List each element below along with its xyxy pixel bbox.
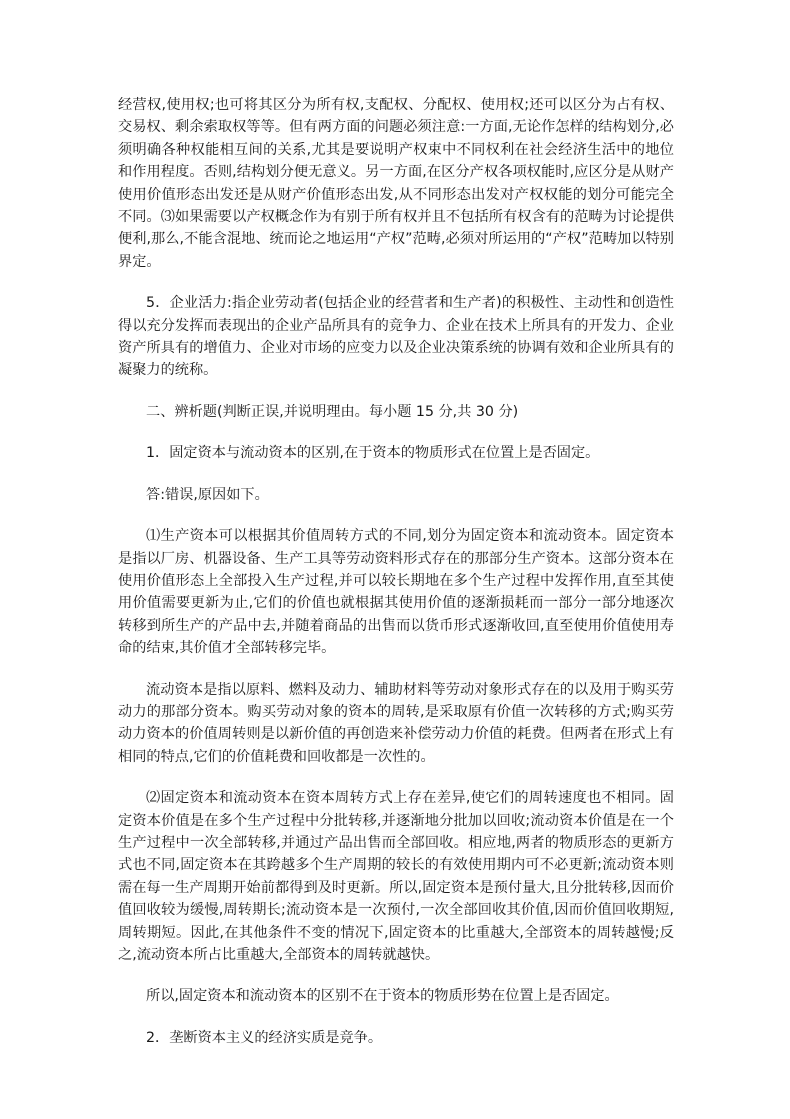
document-page xyxy=(118,94,674,1049)
answer-1-point-1: ⑴生产资本可以根据其价值周转方式的不同,划分为固定资本和流动资本。固定资本是指以厂房、机器设备、生产工具等劳动资料形式存在的那部分生产资本。这部分资本在使用价值形态上全部投入生产过程,并可以较长期地在多个生产过程中发挥作用,直至其使用价值需要更新为止,它们的价值也就根据其使用价值的逐渐损耗而一部分一部分地逐次转移到所生产的产品中去,并随着商品的出售而以货币形式逐渐收回,直至使用价值使用寿命的结束,其价值才全部转移完毕。 xyxy=(118,528,674,657)
question-2: 2．垄断资本主义的经济实质是竞争。 xyxy=(146,1029,383,1046)
answer-1-conclusion: 所以,固定资本和流动资本的区别不在于资本的物质形势在位置上是否固定。 xyxy=(146,988,619,1005)
question-1: 1．固定资本与流动资本的区别,在于资本的物质形式在位置上是否固定。 xyxy=(146,445,600,462)
answer-1-intro: 答:错误,原因如下。 xyxy=(146,486,269,503)
section-heading-discrimination: 二、辨析题(判断正误,并说明理由。每小题 15 分,共 30 分) xyxy=(146,403,519,420)
answer-1-point-2: ⑵固定资本和流动资本在资本周转方式上存在差异,使它们的周转速度也不相同。固定资本价值是在多个生产过程中分批转移,并逐渐地分批加以回收;流动资本价值是在一个生产过程中一次全部转移,并通过产品出售而全部回收。相应地,两者的物质形态的更新方式也不同,固定资本在其跨越多个生产周期的较长的有效使用期内可不必更新;流动资本则需在每一生产周期开始前都得到及时更新。所以,固定资本是预付量大,且分批转移,因而价值回收较为缓慢,周转期长;流动资本是一次预付,一次全部回收其价值,因而价值回收期短,周转期短。因此,在其他条件不变的情况下,固定资本的比重越大,全部资本的周转越慢;反之,流动资本所占比重越大,全部资本的周转就越快。 xyxy=(118,790,674,963)
paragraph-enterprise-vitality: 5．企业活力:指企业劳动者(包括企业的经营者和生产者)的积极性、主动性和创造性得以充分发挥而表现出的企业产品所具有的竞争力、企业在技术上所具有的开发力、企业资产所具有的增值力、企业对市场的应变力以及企业决策系统的协调有效和企业所具有的凝聚力的统称。 xyxy=(118,295,674,379)
answer-1-circulating-capital: 流动资本是指以原料、燃料及动力、辅助材料等劳动对象形式存在的以及用于购买劳动力的那部分资本。购买劳动对象的资本的周转,是采取原有价值一次转移的方式;购买劳动力资本的价值周转则是以新价值的再创造来补偿劳动力价值的耗费。但两者在形式上有相同的特点,它们的价值耗费和回收都是一次性的。 xyxy=(118,681,674,765)
paragraph-property-rights: 经营权,使用权;也可将其区分为所有权,支配权、分配权、使用权;还可以区分为占有权、交易权、剩余索取权等等。但有两方面的问题必须注意:一方面,无论作怎样的结构划分,必须明确各种权能相互间的关系,尤其是要说明产权束中不同权利在社会经济生活中的地位和作用程度。否则,结构划分便无意义。另一方面,在区分产权各项权能时,应区分是从财产使用价值形态出发还是从财产价值形态出发,从不同形态出发对产权权能的划分可能完全不同。⑶如果需要以产权概念作为有别于所有权并且不包括所有权含有的范畴为讨论提供便利,那么,不能含混地、统而论之地运用“产权”范畴,必须对所运用的“产权”范畴加以特别界定。 xyxy=(118,97,674,270)
